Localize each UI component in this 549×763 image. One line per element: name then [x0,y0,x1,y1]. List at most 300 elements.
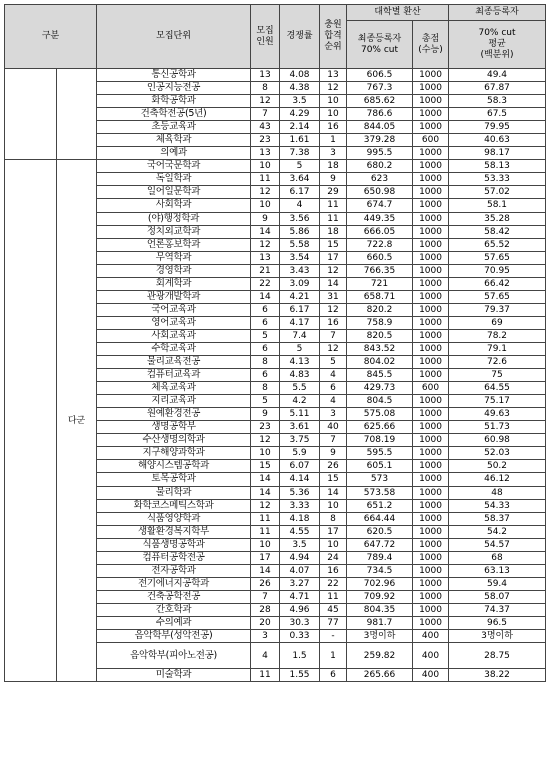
cell-total: 1000 [413,225,449,238]
cell-percentile: 67.87 [449,82,546,95]
cell-unit: 수학교육과 [97,342,251,355]
cell-competition: 3.5 [280,538,320,551]
cell-cut-score: 758.9 [347,316,413,329]
cell-unit: 체육학과 [97,134,251,147]
cell-competition: 4.21 [280,290,320,303]
cell-total: 600 [413,134,449,147]
header-percentile: 70% cut 평균 (백분위) [449,21,546,69]
cell-total: 1000 [413,238,449,251]
cell-rank: 3 [320,147,347,160]
cell-total: 1000 [413,147,449,160]
cell-quota: 4 [251,643,280,669]
cell-total: 1000 [413,342,449,355]
cell-quota: 14 [251,290,280,303]
cell-competition: 4.55 [280,525,320,538]
cell-percentile: 48 [449,486,546,499]
cell-competition: 4.18 [280,512,320,525]
header-quota: 모집 인원 [251,5,280,69]
cell-quota: 11 [251,173,280,186]
cell-percentile: 35.28 [449,212,546,225]
cell-rank: 77 [320,616,347,629]
cell-competition: 3.27 [280,577,320,590]
cell-cut-score: 804.5 [347,395,413,408]
cell-rank: 11 [320,199,347,212]
cell-unit: 무역학과 [97,251,251,264]
cell-cut-score: 605.1 [347,460,413,473]
cell-unit: 초등교육과 [97,121,251,134]
cell-unit: 영어교육과 [97,316,251,329]
cell-quota: 5 [251,395,280,408]
cell-percentile: 58.13 [449,160,546,173]
cell-competition: 7.4 [280,329,320,342]
cell-unit: 경영학과 [97,264,251,277]
cell-cut-score: 844.05 [347,121,413,134]
cell-quota: 6 [251,369,280,382]
cell-competition: 5 [280,160,320,173]
cell-total: 1000 [413,447,449,460]
table-header [5,5,546,69]
cell-unit: 건축공학전공 [97,590,251,603]
cell-rank: - [320,630,347,643]
cell-rank: 1 [320,643,347,669]
cell-total: 1000 [413,538,449,551]
cell-percentile: 49.63 [449,408,546,421]
cell-competition: 7.38 [280,147,320,160]
cell-unit: 건축학전공(5년) [97,108,251,121]
header-category: 구분 [5,5,97,69]
cell-cut-score: 804.35 [347,603,413,616]
cell-percentile: 98.17 [449,147,546,160]
cell-rank: 29 [320,186,347,199]
cell-cut-score: 259.82 [347,643,413,669]
cell-quota: 12 [251,186,280,199]
cell-rank: 18 [320,225,347,238]
cell-cut-score: 820.5 [347,329,413,342]
cell-cut-score: 680.2 [347,160,413,173]
cell-unit: 정치외교학과 [97,225,251,238]
group-blank-cell [5,160,57,682]
cell-percentile: 58.37 [449,512,546,525]
cell-quota: 11 [251,669,280,682]
cell-quota: 12 [251,238,280,251]
cell-total: 1000 [413,277,449,290]
cell-cut-score: 658.71 [347,290,413,303]
cell-competition: 5.58 [280,238,320,251]
cell-unit: 음악학부(피아노전공) [97,643,251,669]
cell-percentile: 53.33 [449,173,546,186]
cell-percentile: 66.42 [449,277,546,290]
cell-percentile: 79.1 [449,342,546,355]
cell-percentile: 64.55 [449,382,546,395]
cell-unit: 컴퓨터교육과 [97,369,251,382]
cell-unit: 사회교육과 [97,329,251,342]
cell-quota: 10 [251,160,280,173]
cell-cut-score: 3명이하 [347,630,413,643]
cell-unit: 토목공학과 [97,473,251,486]
cell-rank: 6 [320,382,347,395]
cell-quota: 14 [251,473,280,486]
cell-cut-score: 721 [347,277,413,290]
cell-rank: 1 [320,134,347,147]
cell-unit: 관광개발학과 [97,290,251,303]
cell-total: 1000 [413,564,449,577]
cell-cut-score: 573 [347,473,413,486]
cell-competition: 4.14 [280,473,320,486]
cell-unit: 생활환경복지학부 [97,525,251,538]
cell-cut-score: 786.6 [347,108,413,121]
cell-percentile: 78.2 [449,329,546,342]
cell-rank: 15 [320,473,347,486]
cell-quota: 10 [251,199,280,212]
cell-quota: 9 [251,408,280,421]
cell-percentile: 75 [449,369,546,382]
cell-quota: 13 [251,147,280,160]
cell-competition: 4.96 [280,603,320,616]
cell-competition: 4.2 [280,395,320,408]
cell-cut-score: 449.35 [347,212,413,225]
cell-competition: 6.17 [280,186,320,199]
header-rank: 충원 합격 순위 [320,5,347,69]
cell-quota: 13 [251,69,280,82]
cell-total: 1000 [413,551,449,564]
cell-competition: 5.86 [280,225,320,238]
cell-unit: 물리학과 [97,486,251,499]
cell-rank: 13 [320,69,347,82]
cell-rank: 10 [320,499,347,512]
cell-cut-score: 379.28 [347,134,413,147]
cell-total: 1000 [413,460,449,473]
cell-cut-score: 666.05 [347,225,413,238]
cell-quota: 17 [251,551,280,564]
cell-rank: 14 [320,486,347,499]
cell-rank: 7 [320,329,347,342]
cell-cut-score: 575.08 [347,408,413,421]
cell-rank: 6 [320,669,347,682]
cell-percentile: 67.5 [449,108,546,121]
cell-rank: 10 [320,538,347,551]
cell-competition: 1.61 [280,134,320,147]
cell-total: 1000 [413,356,449,369]
cell-competition: 3.43 [280,264,320,277]
cell-cut-score: 820.2 [347,303,413,316]
cell-competition: 3.09 [280,277,320,290]
cell-unit: 독일학과 [97,173,251,186]
cell-rank: 14 [320,277,347,290]
cell-unit: 컴퓨터공학전공 [97,551,251,564]
cell-rank: 18 [320,160,347,173]
cell-percentile: 63.13 [449,564,546,577]
cell-percentile: 60.98 [449,434,546,447]
cell-total: 1000 [413,369,449,382]
cell-rank: 10 [320,95,347,108]
cell-cut-score: 995.5 [347,147,413,160]
cell-quota: 12 [251,95,280,108]
cell-cut-score: 734.5 [347,564,413,577]
cell-unit: 전기에너지공학과 [97,577,251,590]
table-row [5,69,546,82]
cell-quota: 10 [251,538,280,551]
cell-percentile: 51.73 [449,421,546,434]
cell-competition: 3.56 [280,212,320,225]
cell-cut-score: 685.62 [347,95,413,108]
header-total: 총점 (수능) [413,21,449,69]
cell-total: 1000 [413,82,449,95]
cell-percentile: 52.03 [449,447,546,460]
cell-total: 1000 [413,316,449,329]
cell-total: 1000 [413,69,449,82]
cell-total: 1000 [413,408,449,421]
cell-unit: 사회학과 [97,199,251,212]
cell-quota: 14 [251,564,280,577]
cell-total: 1000 [413,616,449,629]
cell-total: 1000 [413,421,449,434]
cell-percentile: 74.37 [449,603,546,616]
cell-competition: 4 [280,199,320,212]
cell-quota: 14 [251,225,280,238]
cell-competition: 3.54 [280,251,320,264]
cell-quota: 23 [251,134,280,147]
cell-quota: 11 [251,525,280,538]
cell-percentile: 79.95 [449,121,546,134]
header-conversion-group: 대학별 환산 [347,5,449,21]
cell-quota: 20 [251,616,280,629]
cell-cut-score: 660.5 [347,251,413,264]
table-body [5,69,546,682]
cell-total: 400 [413,669,449,682]
cell-cut-score: 722.8 [347,238,413,251]
cell-percentile: 57.65 [449,251,546,264]
cell-cut-score: 625.66 [347,421,413,434]
cell-rank: 26 [320,460,347,473]
cell-competition: 4.07 [280,564,320,577]
cell-competition: 5 [280,342,320,355]
cell-unit: 음악학부(성악전공) [97,630,251,643]
cell-quota: 5 [251,329,280,342]
cell-total: 1000 [413,473,449,486]
cell-unit: 생명공학부 [97,421,251,434]
cell-quota: 8 [251,382,280,395]
cell-percentile: 40.63 [449,134,546,147]
cell-competition: 1.5 [280,643,320,669]
group-label [57,69,97,160]
cell-total: 1000 [413,251,449,264]
cell-quota: 28 [251,603,280,616]
cell-unit: 원예환경전공 [97,408,251,421]
cell-percentile: 58.07 [449,590,546,603]
cell-percentile: 75.17 [449,395,546,408]
cell-cut-score: 650.98 [347,186,413,199]
cell-percentile: 58.3 [449,95,546,108]
cell-cut-score: 674.7 [347,199,413,212]
cell-rank: 9 [320,173,347,186]
cell-total: 1000 [413,512,449,525]
cell-unit: 언론홍보학과 [97,238,251,251]
cell-competition: 4.94 [280,551,320,564]
cell-percentile: 58.42 [449,225,546,238]
cell-total: 1000 [413,525,449,538]
cell-percentile: 72.6 [449,356,546,369]
cell-percentile: 68 [449,551,546,564]
cell-cut-score: 606.5 [347,69,413,82]
cell-competition: 5.11 [280,408,320,421]
cell-total: 1000 [413,290,449,303]
cell-quota: 43 [251,121,280,134]
cell-cut-score: 702.96 [347,577,413,590]
cell-percentile: 69 [449,316,546,329]
cell-percentile: 54.2 [449,525,546,538]
cell-percentile: 3명이하 [449,630,546,643]
cell-total: 600 [413,382,449,395]
cell-total: 1000 [413,329,449,342]
cell-total: 1000 [413,590,449,603]
cell-cut-score: 708.19 [347,434,413,447]
cell-competition: 3.64 [280,173,320,186]
cell-cut-score: 573.58 [347,486,413,499]
cell-quota: 15 [251,460,280,473]
header-competition: 경쟁률 [280,5,320,69]
cell-percentile: 79.37 [449,303,546,316]
cell-unit: 식품생명공학과 [97,538,251,551]
cell-competition: 4.08 [280,69,320,82]
cell-unit: 인공지능전공 [97,82,251,95]
cell-total: 1000 [413,434,449,447]
cell-percentile: 58.1 [449,199,546,212]
cell-rank: 7 [320,434,347,447]
cell-cut-score: 845.5 [347,369,413,382]
cell-unit: 회계학과 [97,277,251,290]
cell-competition: 5.36 [280,486,320,499]
cell-unit: 간호학과 [97,603,251,616]
cell-cut-score: 620.5 [347,525,413,538]
cell-unit: 해양시스템공학과 [97,460,251,473]
cell-cut-score: 767.3 [347,82,413,95]
cell-quota: 6 [251,342,280,355]
cell-cut-score: 623 [347,173,413,186]
cell-competition: 6.17 [280,303,320,316]
cell-rank: 15 [320,238,347,251]
header-percentile-group: 최종등록자 [449,5,546,21]
cell-rank: 5 [320,356,347,369]
cell-total: 1000 [413,108,449,121]
cell-cut-score: 651.2 [347,499,413,512]
cell-percentile: 57.65 [449,290,546,303]
cell-total: 400 [413,643,449,669]
cell-rank: 4 [320,395,347,408]
group-label: 다군 [57,160,97,682]
cell-quota: 7 [251,590,280,603]
cell-quota: 26 [251,577,280,590]
cell-rank: 3 [320,408,347,421]
cell-total: 1000 [413,303,449,316]
table-row [5,160,546,173]
cell-unit: 일어일문학과 [97,186,251,199]
cell-unit: 체육교육과 [97,382,251,395]
cell-percentile: 70.95 [449,264,546,277]
cell-unit: 미술학과 [97,669,251,682]
cell-cut-score: 595.5 [347,447,413,460]
cell-rank: 12 [320,303,347,316]
cell-percentile: 59.4 [449,577,546,590]
cell-total: 1000 [413,186,449,199]
cell-competition: 4.38 [280,82,320,95]
cell-total: 1000 [413,199,449,212]
cell-quota: 8 [251,82,280,95]
cell-quota: 6 [251,303,280,316]
cell-total: 400 [413,630,449,643]
cell-rank: 12 [320,342,347,355]
cell-total: 1000 [413,577,449,590]
cell-cut-score: 647.72 [347,538,413,551]
cell-cut-score: 664.44 [347,512,413,525]
header-final-cut: 최종등록자 70% cut [347,21,413,69]
cell-rank: 4 [320,369,347,382]
cell-unit: 화학공학과 [97,95,251,108]
cell-percentile: 50.2 [449,460,546,473]
cell-rank: 16 [320,121,347,134]
cell-quota: 7 [251,108,280,121]
cell-cut-score: 804.02 [347,356,413,369]
cell-quota: 12 [251,434,280,447]
cell-rank: 11 [320,590,347,603]
cell-rank: 24 [320,551,347,564]
cell-unit: 화학코스메틱스학과 [97,499,251,512]
cell-unit: 지구해양과학과 [97,447,251,460]
cell-quota: 9 [251,212,280,225]
cell-total: 1000 [413,173,449,186]
admission-results-table [4,4,546,682]
cell-unit: (야)행정학과 [97,212,251,225]
cell-percentile: 28.75 [449,643,546,669]
cell-quota: 12 [251,499,280,512]
cell-rank: 16 [320,564,347,577]
cell-competition: 3.61 [280,421,320,434]
cell-total: 1000 [413,486,449,499]
cell-quota: 6 [251,316,280,329]
cell-quota: 23 [251,421,280,434]
cell-rank: 16 [320,316,347,329]
cell-competition: 3.5 [280,95,320,108]
cell-unit: 의예과 [97,147,251,160]
cell-cut-score: 981.7 [347,616,413,629]
cell-cut-score: 265.66 [347,669,413,682]
cell-total: 1000 [413,121,449,134]
cell-cut-score: 789.4 [347,551,413,564]
cell-competition: 4.71 [280,590,320,603]
cell-unit: 지리교육과 [97,395,251,408]
cell-quota: 3 [251,630,280,643]
cell-competition: 30.3 [280,616,320,629]
cell-unit: 국어국문학과 [97,160,251,173]
cell-total: 1000 [413,499,449,512]
cell-quota: 14 [251,486,280,499]
cell-unit: 물리교육전공 [97,356,251,369]
cell-rank: 22 [320,577,347,590]
cell-rank: 17 [320,525,347,538]
cell-rank: 10 [320,108,347,121]
header-unit: 모집단위 [97,5,251,69]
cell-rank: 11 [320,212,347,225]
cell-total: 1000 [413,264,449,277]
cell-total: 1000 [413,212,449,225]
cell-rank: 17 [320,251,347,264]
cell-percentile: 49.4 [449,69,546,82]
cell-quota: 8 [251,356,280,369]
cell-competition: 4.29 [280,108,320,121]
cell-quota: 21 [251,264,280,277]
cell-unit: 수의예과 [97,616,251,629]
cell-rank: 12 [320,264,347,277]
cell-rank: 12 [320,82,347,95]
